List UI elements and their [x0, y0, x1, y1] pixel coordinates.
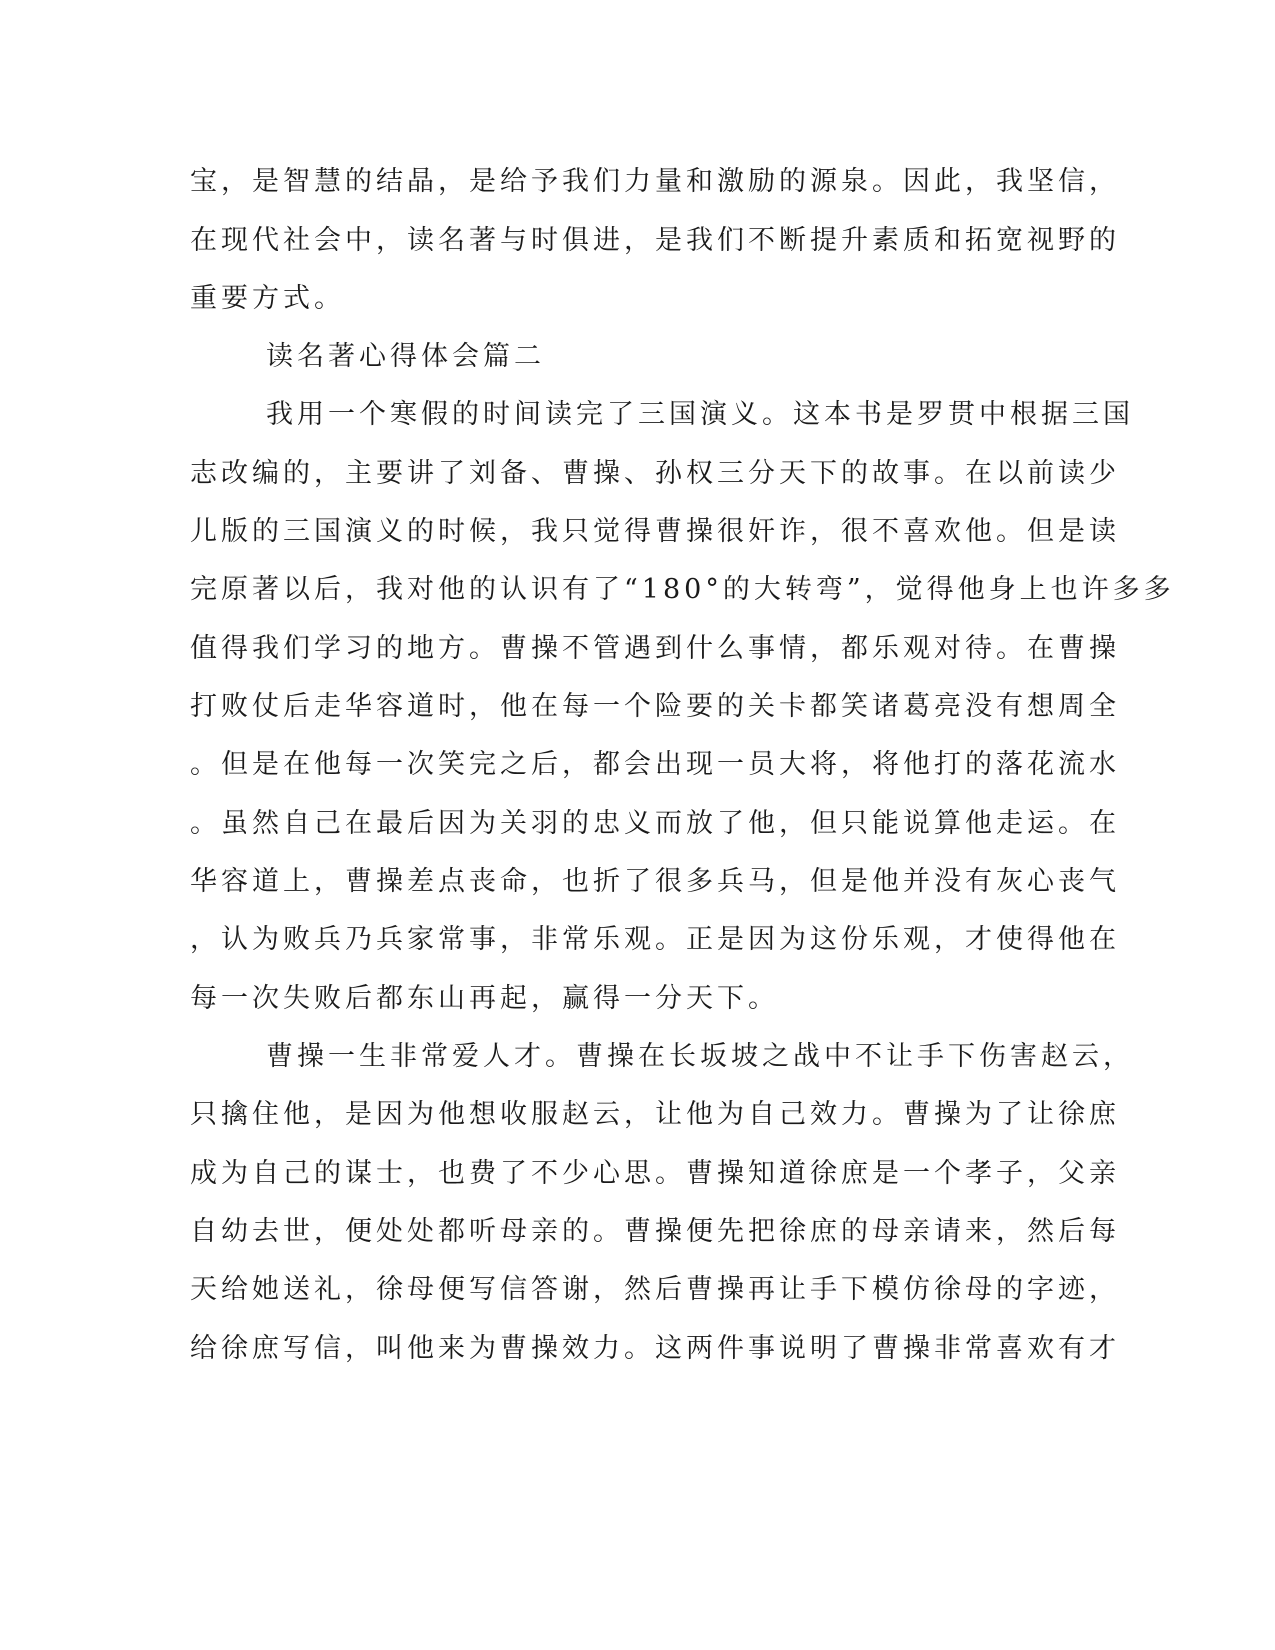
text-line: ，认为败兵乃兵家常事，非常乐观。正是因为这份乐观，才使得他在 — [190, 924, 1120, 955]
text-line: 每一次失败后都东山再起，赢得一分天下。 — [190, 983, 779, 1014]
text-line: 华容道上，曹操差点丧命，也折了很多兵马，但是他并没有灰心丧气 — [190, 866, 1120, 897]
text-line: 只擒住他，是因为他想收服赵云，让他为自己效力。曹操为了让徐庶 — [190, 1099, 1120, 1130]
text-line: 。虽然自己在最后因为关羽的忠义而放了他，但只能说算他走运。在 — [190, 808, 1120, 839]
text-line: 打败仗后走华容道时，他在每一个险要的关卡都笑诸葛亮没有想周全 — [190, 691, 1120, 722]
section-heading: 读名著心得体会篇二 — [266, 341, 545, 372]
text-line: 重要方式。 — [190, 283, 345, 314]
text-line: 在现代社会中，读名著与时俱进，是我们不断提升素质和拓宽视野的 — [190, 225, 1120, 256]
text-line: 成为自己的谋士，也费了不少心思。曹操知道徐庶是一个孝子，父亲 — [190, 1158, 1120, 1189]
text-line: 我用一个寒假的时间读完了三国演义。这本书是罗贯中根据三国 — [266, 399, 1134, 430]
text-line: 。但是在他每一次笑完之后，都会出现一员大将，将他打的落花流水 — [190, 749, 1120, 780]
text-line: 值得我们学习的地方。曹操不管遇到什么事情，都乐观对待。在曹操 — [190, 633, 1120, 664]
text-line: 宝，是智慧的结晶，是给予我们力量和激励的源泉。因此，我坚信， — [190, 166, 1120, 197]
text-line: 给徐庶写信，叫他来为曹操效力。这两件事说明了曹操非常喜欢有才 — [190, 1333, 1120, 1364]
text-line: 完原著以后，我对他的认识有了“180°的大转弯”，觉得他身上也许多多 — [190, 574, 1175, 605]
text-line: 志改编的，主要讲了刘备、曹操、孙权三分天下的故事。在以前读少 — [190, 458, 1120, 489]
text-line: 天给她送礼，徐母便写信答谢，然后曹操再让手下模仿徐母的字迹， — [190, 1274, 1120, 1305]
text-line: 儿版的三国演义的时候，我只觉得曹操很奸诈，很不喜欢他。但是读 — [190, 516, 1120, 547]
text-line: 曹操一生非常爱人才。曹操在长坂坡之战中不让手下伤害赵云， — [266, 1041, 1134, 1072]
text-line: 自幼去世，便处处都听母亲的。曹操便先把徐庶的母亲请来，然后每 — [190, 1216, 1120, 1247]
